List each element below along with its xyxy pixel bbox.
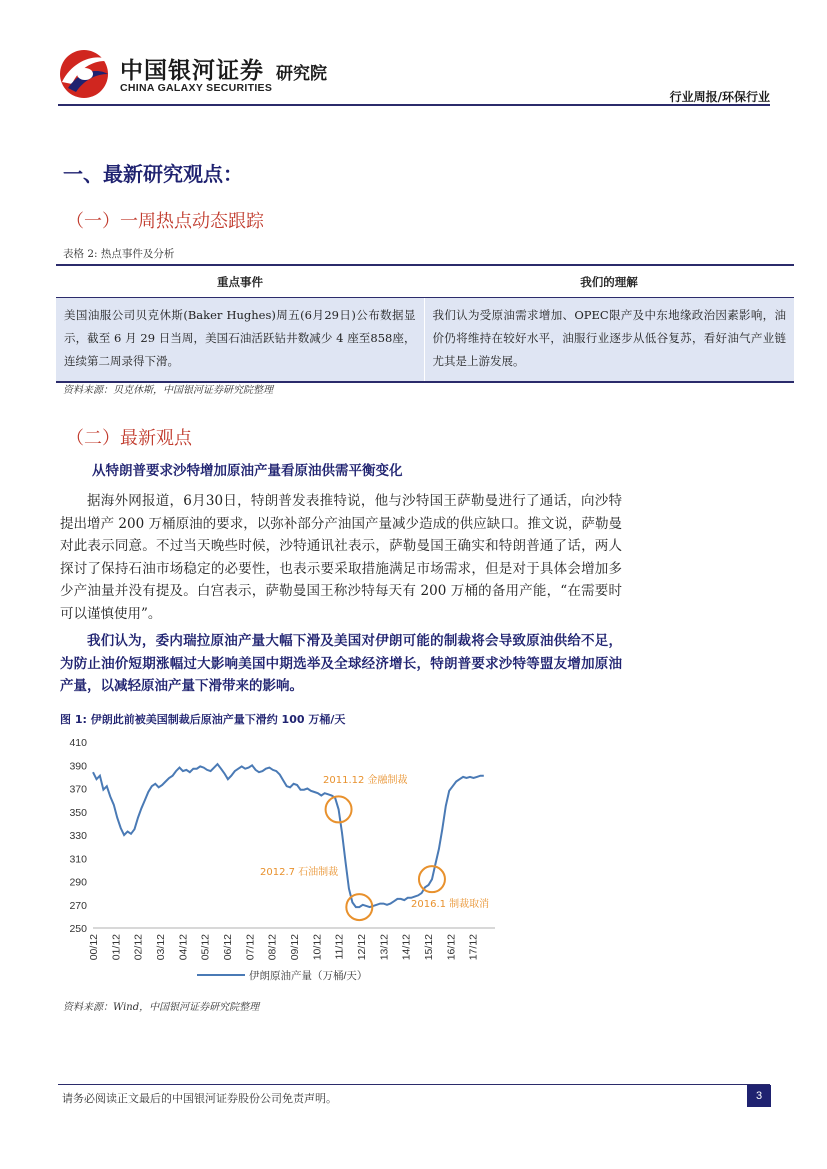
footer-rule [58, 1084, 770, 1085]
x-tick-label: 05/12 [199, 934, 212, 961]
company-suffix: 研究院 [276, 64, 327, 84]
x-tick-label: 12/12 [356, 934, 368, 961]
legend-label: 伊朗原油产量（万桶/天） [249, 970, 368, 982]
y-tick-label: 350 [69, 806, 87, 819]
x-tick-label: 02/12 [132, 934, 145, 961]
galaxy-logo-icon [54, 48, 116, 100]
table-row [56, 298, 794, 383]
x-tick-label: 01/12 [110, 934, 123, 961]
event-annotation: 2012.7 石油制裁 [260, 867, 339, 878]
x-tick-label: 17/12 [467, 934, 480, 961]
x-tick-label: 13/12 [378, 934, 391, 961]
y-tick-label: 330 [69, 830, 87, 842]
company-name-cn: 中国银河证券 [120, 58, 264, 84]
footer-disclaimer: 请务必阅读正文最后的中国银河证券股份公司免责声明。 [62, 1092, 337, 1105]
figure-caption: 图 1: 伊朗此前被美国制裁后原油产量下滑约 100 万桶/天 [60, 713, 346, 726]
x-tick-label: 15/12 [423, 934, 435, 961]
article-paragraph-2: 我们认为，委内瑞拉原油产量大幅下滑及美国对伊朗可能的制裁将会导致原油供给不足，为防止油价短期涨幅过大影响美国中期选举及全球经济增长，特朗普要求沙特等盟友增加原油产量，以减轻原油产量下滑带来的影响。 [60, 633, 622, 694]
company-name-en: CHINA GALAXY SECURITIES [120, 82, 273, 94]
y-tick-label: 370 [69, 783, 87, 796]
table-cell-analysis: 我们认为受原油需求增加、OPEC限产及中东地缘政治因素影响，油价仍将维持在较好水平，油服行业逐步从低谷复苏，看好油气产业链尤其是上游发展。 [424, 298, 794, 383]
page-number: 3 [747, 1085, 771, 1107]
figure-source: 资料来源：Wind，中国银河证券研究院整理 [63, 1002, 260, 1013]
table-header-events: 重点事件 [56, 265, 424, 298]
table-caption: 表格 2: 热点事件及分析 [63, 248, 175, 260]
report-type: 行业周报/环保行业 [669, 90, 770, 104]
x-tick-label: 00/12 [88, 934, 100, 961]
x-tick-label: 16/12 [445, 934, 458, 961]
subsection-title-2: （二）最新观点 [66, 428, 192, 449]
company-logo [46, 44, 346, 106]
section-title: 一、最新研究观点： [63, 162, 243, 186]
x-tick-label: 08/12 [266, 934, 279, 961]
subsection-title-1: （一）一周热点动态跟踪 [66, 211, 264, 232]
x-tick-label: 10/12 [311, 934, 324, 961]
table-cell-event: 美国油服公司贝克休斯(Baker Hughes)周五(6月29日)公布数据显示，截至 6 月 29 日当周，美国石油活跃钻井数减少 4 座至858座，连续第二周录得下滑。 [56, 298, 424, 383]
x-tick-label: 03/12 [155, 934, 167, 961]
y-tick-label: 410 [69, 737, 87, 749]
y-tick-label: 270 [69, 899, 87, 912]
oil-production-chart [55, 728, 515, 990]
x-tick-label: 14/12 [400, 934, 413, 961]
x-tick-label: 06/12 [222, 934, 234, 961]
x-tick-label: 11/12 [333, 934, 346, 960]
table-source: 资料来源：贝克休斯，中国银河证券研究院整理 [63, 385, 273, 396]
y-tick-label: 250 [69, 923, 87, 935]
x-tick-label: 09/12 [289, 934, 301, 961]
article-paragraph-1: 据海外网报道，6月30日，特朗普发表推特说，他与沙特国王萨勒曼进行了通话，向沙特提出增产 200 万桶原油的要求，以弥补部分产油国产量减少造成的供应缺口。推文说，萨勒曼对此表示同意。不过当天晚些时候，沙特通讯社表示，萨勒曼国王确实和特朗普通了话，两人探讨了保持石油市场稳定的必要性，也表示要采取措施满足市场需求，但是对于具体会增加多少产油量并没有提及。白宫表示，萨勒曼国王称沙特每天有 200 万桶的备用产能，“在需要时可以谨慎使用”。 [60, 493, 622, 622]
x-tick-label: 04/12 [177, 934, 190, 961]
y-tick-label: 310 [69, 853, 87, 866]
table-header-understanding: 我们的理解 [424, 265, 794, 298]
event-annotation: 2016.1 制裁取消 [411, 899, 490, 910]
event-annotation: 2011.12 金融制裁 [323, 775, 408, 786]
y-tick-label: 390 [69, 760, 87, 773]
hot-events-table [56, 264, 794, 383]
series-line [93, 764, 484, 907]
y-tick-label: 290 [69, 876, 87, 889]
article-heading: 从特朗普要求沙特增加原油产量看原油供需平衡变化 [92, 463, 403, 479]
x-tick-label: 07/12 [244, 934, 257, 961]
header-rule [58, 104, 770, 106]
